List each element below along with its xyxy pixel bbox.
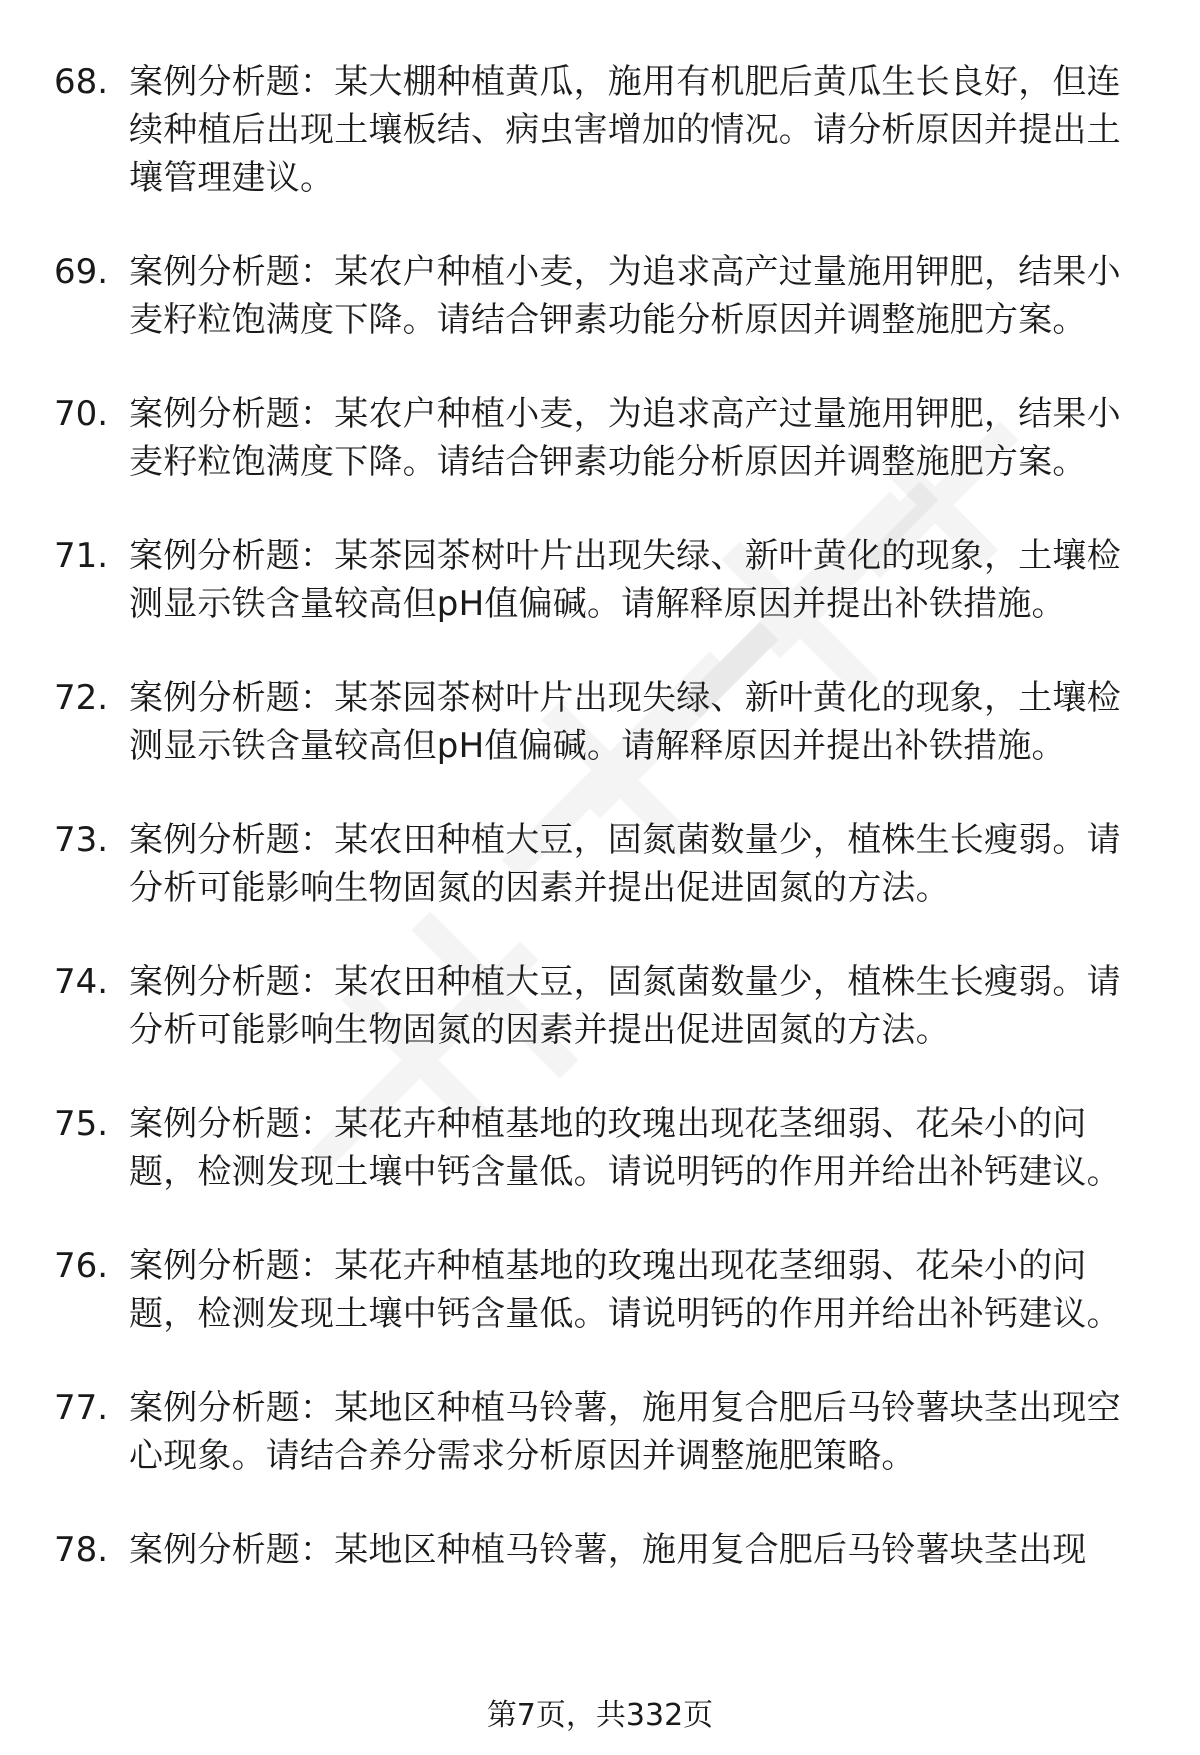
question-text: 案例分析题：某花卉种植基地的玫瑰出现花茎细弱、花朵小的问题，检测发现土壤中钙含量低。请说明钙的作用并给出补钙建议。 <box>129 1246 1121 1334</box>
question-number: 74. <box>54 962 109 1002</box>
question-item <box>0 958 1200 1054</box>
question-text: 案例分析题：某茶园茶树叶片出现失绿、新叶黄化的现象，土壤检测显示铁含量较高但pH值偏碱。请解释原因并提出补铁措施。 <box>129 678 1121 766</box>
question-number: 70. <box>54 394 109 434</box>
question-text: 案例分析题：某农户种植小麦，为追求高产过量施用钾肥，结果小麦籽粒饱满度下降。请结合钾素功能分析原因并调整施肥方案。 <box>129 252 1121 340</box>
question-number: 72. <box>54 678 109 718</box>
question-text: 案例分析题：某大棚种植黄瓜，施用有机肥后黄瓜生长良好，但连续种植后出现土壤板结、病虫害增加的情况。请分析原因并提出土壤管理建议。 <box>129 62 1121 198</box>
question-number: 69. <box>54 252 109 292</box>
question-list <box>0 58 1200 1620</box>
question-item <box>0 390 1200 486</box>
page-number-footer: 第7页，共332页 <box>486 1698 714 1733</box>
question-text: 案例分析题：某农户种植小麦，为追求高产过量施用钾肥，结果小麦籽粒饱满度下降。请结合钾素功能分析原因并调整施肥方案。 <box>129 394 1121 482</box>
question-item <box>0 532 1200 628</box>
question-number: 78. <box>54 1530 109 1570</box>
question-number: 73. <box>54 820 109 860</box>
question-item <box>0 674 1200 770</box>
question-item <box>0 1384 1200 1480</box>
question-text: 案例分析题：某农田种植大豆，固氮菌数量少，植株生长瘦弱。请分析可能影响生物固氮的因素并提出促进固氮的方法。 <box>129 820 1121 908</box>
question-number: 77. <box>54 1388 109 1428</box>
question-number: 75. <box>54 1104 109 1144</box>
question-text: 案例分析题：某茶园茶树叶片出现失绿、新叶黄化的现象，土壤检测显示铁含量较高但pH值偏碱。请解释原因并提出补铁措施。 <box>129 536 1121 624</box>
question-item <box>0 1526 1200 1574</box>
question-text: 案例分析题：某花卉种植基地的玫瑰出现花茎细弱、花朵小的问题，检测发现土壤中钙含量低。请说明钙的作用并给出补钙建议。 <box>129 1104 1121 1192</box>
question-item <box>0 1242 1200 1338</box>
question-item <box>0 58 1200 202</box>
question-item <box>0 816 1200 912</box>
question-text: 案例分析题：某地区种植马铃薯，施用复合肥后马铃薯块茎出现空心现象。请结合养分需求分析原因并调整施肥策略。 <box>129 1388 1121 1476</box>
question-text: 案例分析题：某农田种植大豆，固氮菌数量少，植株生长瘦弱。请分析可能影响生物固氮的因素并提出促进固氮的方法。 <box>129 962 1121 1050</box>
question-number: 71. <box>54 536 109 576</box>
question-text: 案例分析题：某地区种植马铃薯，施用复合肥后马铃薯块茎出现 <box>129 1530 1087 1570</box>
question-number: 76. <box>54 1246 109 1286</box>
question-number: 68. <box>54 62 109 102</box>
question-item <box>0 248 1200 344</box>
question-item <box>0 1100 1200 1196</box>
